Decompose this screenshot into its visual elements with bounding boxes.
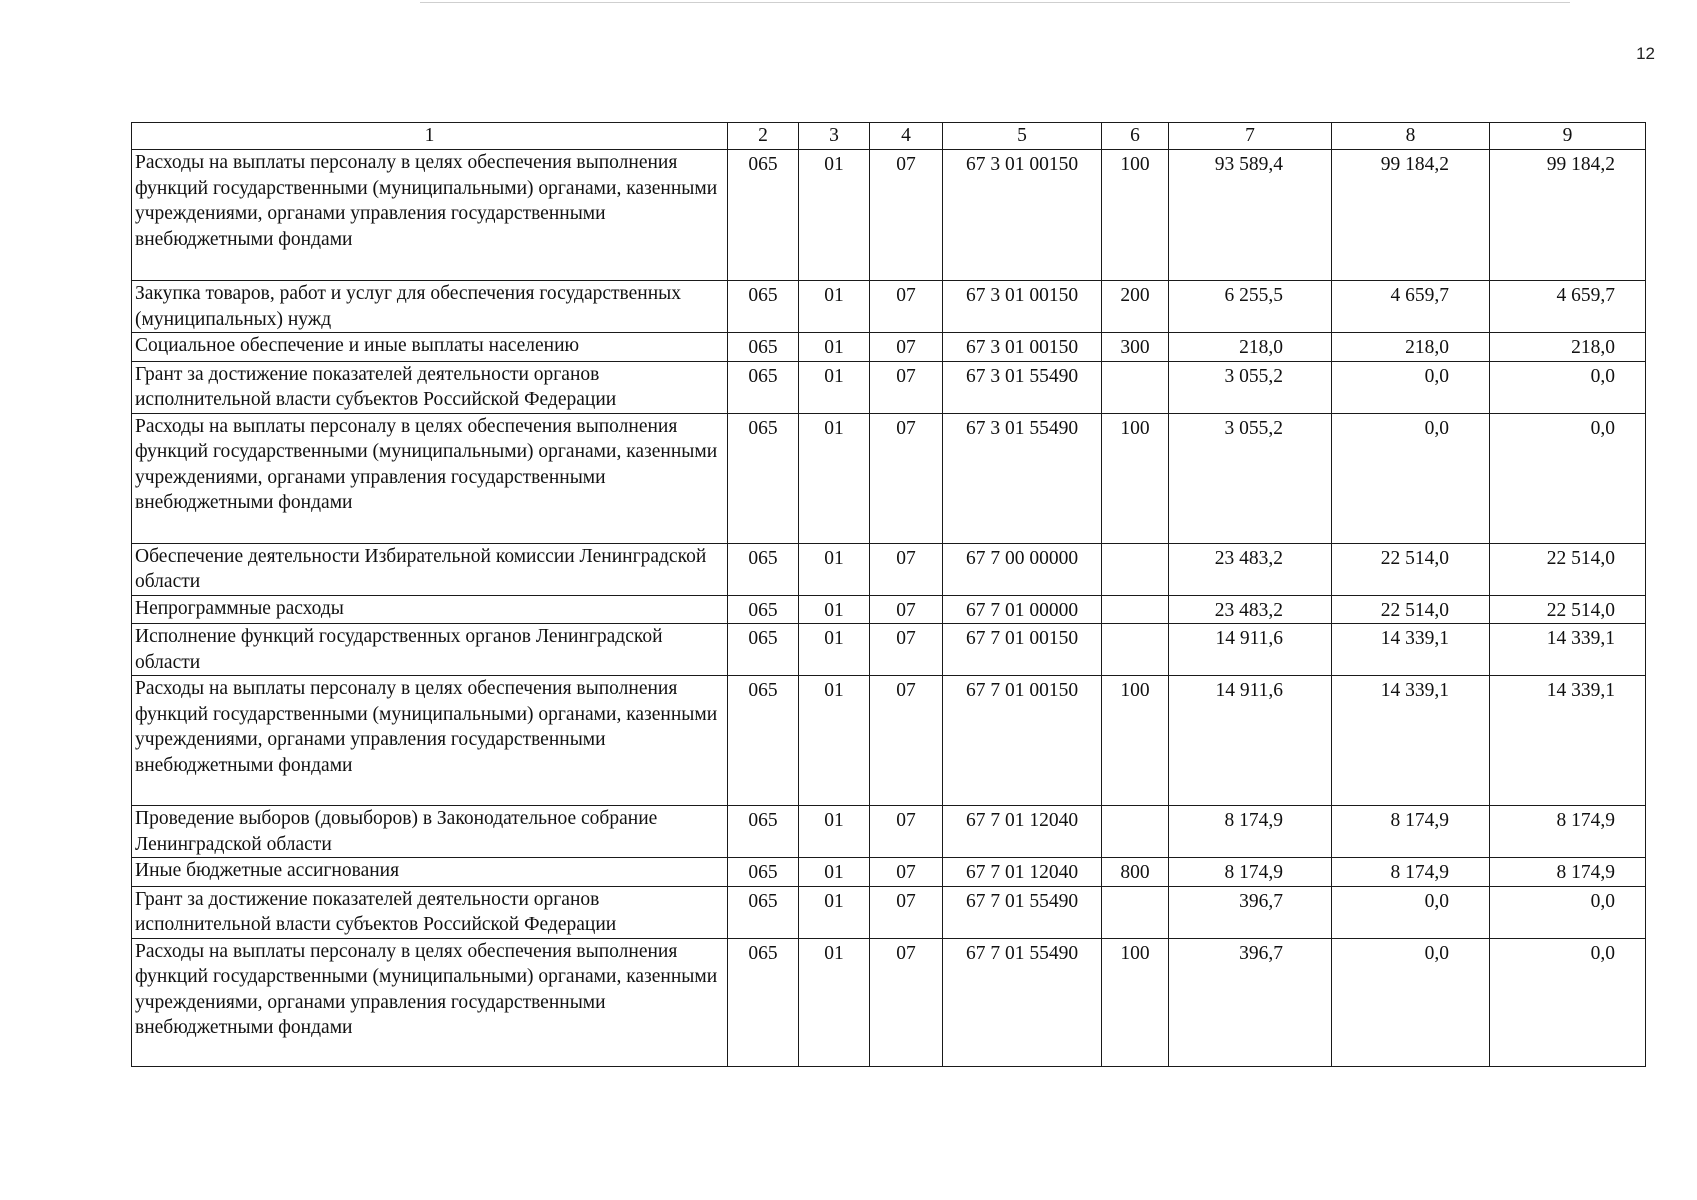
cell-expense-type <box>1102 806 1169 858</box>
cell-ministry: 065 <box>728 281 799 333</box>
cell-ministry: 065 <box>728 676 799 806</box>
table-row <box>132 413 1646 543</box>
cell-value-7: 8 174,9 <box>1169 858 1332 887</box>
cell-section: 01 <box>799 361 870 413</box>
cell-value-7: 14 911,6 <box>1169 624 1332 676</box>
cell-target-article: 67 3 01 55490 <box>943 413 1102 543</box>
cell-value-9: 0,0 <box>1490 413 1646 543</box>
cell-subsection: 07 <box>870 806 943 858</box>
cell-expense-type: 100 <box>1102 413 1169 543</box>
row-name: Расходы на выплаты персоналу в целях обеспечения выполнения функций государственными (муниципальными) органами, казенными учреждениями, органами управления государственными внебюджетными фондами <box>132 150 728 281</box>
cell-value-7: 3 055,2 <box>1169 361 1332 413</box>
cell-target-article: 67 7 01 00150 <box>943 624 1102 676</box>
cell-section: 01 <box>799 806 870 858</box>
budget-table <box>131 122 1646 1067</box>
cell-value-8: 22 514,0 <box>1332 543 1490 595</box>
cell-ministry: 065 <box>728 624 799 676</box>
table-row <box>132 858 1646 887</box>
cell-value-8: 4 659,7 <box>1332 281 1490 333</box>
cell-target-article: 67 7 01 55490 <box>943 886 1102 938</box>
header-cell: 4 <box>870 123 943 150</box>
cell-section: 01 <box>799 281 870 333</box>
header-cell: 1 <box>132 123 728 150</box>
table-row <box>132 150 1646 281</box>
cell-value-7: 93 589,4 <box>1169 150 1332 281</box>
cell-target-article: 67 3 01 55490 <box>943 361 1102 413</box>
cell-ministry: 065 <box>728 150 799 281</box>
scan-edge-line <box>420 2 1570 3</box>
cell-value-7: 23 483,2 <box>1169 595 1332 624</box>
row-name: Закупка товаров, работ и услуг для обеспечения государственных (муниципальных) нужд <box>132 281 728 333</box>
cell-value-7: 396,7 <box>1169 938 1332 1066</box>
cell-value-9: 0,0 <box>1490 938 1646 1066</box>
cell-value-9: 8 174,9 <box>1490 858 1646 887</box>
cell-expense-type: 100 <box>1102 938 1169 1066</box>
cell-subsection: 07 <box>870 595 943 624</box>
cell-value-9: 0,0 <box>1490 886 1646 938</box>
table-row <box>132 624 1646 676</box>
cell-value-8: 14 339,1 <box>1332 624 1490 676</box>
cell-expense-type: 300 <box>1102 333 1169 362</box>
cell-subsection: 07 <box>870 361 943 413</box>
table-row <box>132 361 1646 413</box>
cell-ministry: 065 <box>728 361 799 413</box>
header-cell: 3 <box>799 123 870 150</box>
cell-value-7: 396,7 <box>1169 886 1332 938</box>
cell-value-8: 0,0 <box>1332 886 1490 938</box>
row-name: Непрограммные расходы <box>132 595 728 624</box>
cell-subsection: 07 <box>870 281 943 333</box>
cell-section: 01 <box>799 543 870 595</box>
page-number: 12 <box>1636 44 1655 63</box>
cell-value-8: 14 339,1 <box>1332 676 1490 806</box>
cell-ministry: 065 <box>728 333 799 362</box>
cell-value-9: 0,0 <box>1490 361 1646 413</box>
cell-section: 01 <box>799 886 870 938</box>
cell-subsection: 07 <box>870 413 943 543</box>
row-name: Расходы на выплаты персоналу в целях обеспечения выполнения функций государственными (муниципальными) органами, казенными учреждениями, органами управления государственными внебюджетными фондами <box>132 676 728 806</box>
table-row <box>132 333 1646 362</box>
cell-target-article: 67 7 01 12040 <box>943 858 1102 887</box>
cell-ministry: 065 <box>728 858 799 887</box>
table-row <box>132 595 1646 624</box>
row-name: Иные бюджетные ассигнования <box>132 858 728 887</box>
cell-value-8: 0,0 <box>1332 938 1490 1066</box>
row-name: Социальное обеспечение и иные выплаты населению <box>132 333 728 362</box>
cell-value-9: 14 339,1 <box>1490 624 1646 676</box>
cell-value-7: 218,0 <box>1169 333 1332 362</box>
cell-target-article: 67 7 01 00150 <box>943 676 1102 806</box>
cell-value-9: 99 184,2 <box>1490 150 1646 281</box>
header-row <box>132 123 1646 150</box>
header-cell: 9 <box>1490 123 1646 150</box>
cell-expense-type: 200 <box>1102 281 1169 333</box>
row-name: Грант за достижение показателей деятельности органов исполнительной власти субъектов Российской Федерации <box>132 886 728 938</box>
row-name: Грант за достижение показателей деятельности органов исполнительной власти субъектов Российской Федерации <box>132 361 728 413</box>
cell-value-8: 8 174,9 <box>1332 858 1490 887</box>
cell-value-8: 218,0 <box>1332 333 1490 362</box>
table-row <box>132 886 1646 938</box>
row-name: Расходы на выплаты персоналу в целях обеспечения выполнения функций государственными (муниципальными) органами, казенными учреждениями, органами управления государственными внебюджетными фондами <box>132 413 728 543</box>
cell-value-8: 8 174,9 <box>1332 806 1490 858</box>
cell-value-9: 4 659,7 <box>1490 281 1646 333</box>
cell-value-9: 8 174,9 <box>1490 806 1646 858</box>
table-row <box>132 281 1646 333</box>
row-name: Обеспечение деятельности Избирательной комиссии Ленинградской области <box>132 543 728 595</box>
cell-value-9: 22 514,0 <box>1490 595 1646 624</box>
cell-target-article: 67 7 01 12040 <box>943 806 1102 858</box>
cell-section: 01 <box>799 595 870 624</box>
cell-value-9: 218,0 <box>1490 333 1646 362</box>
row-name: Проведение выборов (довыборов) в Законодательное собрание Ленинградской области <box>132 806 728 858</box>
cell-value-7: 3 055,2 <box>1169 413 1332 543</box>
cell-section: 01 <box>799 413 870 543</box>
cell-value-7: 6 255,5 <box>1169 281 1332 333</box>
header-cell: 8 <box>1332 123 1490 150</box>
cell-expense-type <box>1102 595 1169 624</box>
cell-value-8: 0,0 <box>1332 413 1490 543</box>
cell-ministry: 065 <box>728 806 799 858</box>
cell-subsection: 07 <box>870 886 943 938</box>
cell-ministry: 065 <box>728 938 799 1066</box>
cell-section: 01 <box>799 676 870 806</box>
table-row <box>132 938 1646 1066</box>
cell-value-9: 14 339,1 <box>1490 676 1646 806</box>
cell-expense-type <box>1102 361 1169 413</box>
row-name: Исполнение функций государственных органов Ленинградской области <box>132 624 728 676</box>
cell-section: 01 <box>799 150 870 281</box>
cell-subsection: 07 <box>870 333 943 362</box>
cell-ministry: 065 <box>728 886 799 938</box>
cell-target-article: 67 3 01 00150 <box>943 150 1102 281</box>
cell-ministry: 065 <box>728 595 799 624</box>
cell-value-8: 99 184,2 <box>1332 150 1490 281</box>
header-cell: 2 <box>728 123 799 150</box>
cell-value-7: 8 174,9 <box>1169 806 1332 858</box>
cell-value-7: 23 483,2 <box>1169 543 1332 595</box>
cell-ministry: 065 <box>728 543 799 595</box>
cell-value-9: 22 514,0 <box>1490 543 1646 595</box>
cell-subsection: 07 <box>870 624 943 676</box>
table-row <box>132 543 1646 595</box>
cell-ministry: 065 <box>728 413 799 543</box>
cell-subsection: 07 <box>870 938 943 1066</box>
cell-expense-type <box>1102 624 1169 676</box>
cell-expense-type: 100 <box>1102 676 1169 806</box>
cell-subsection: 07 <box>870 150 943 281</box>
cell-value-8: 0,0 <box>1332 361 1490 413</box>
cell-section: 01 <box>799 938 870 1066</box>
header-cell: 6 <box>1102 123 1169 150</box>
cell-section: 01 <box>799 624 870 676</box>
header-cell: 7 <box>1169 123 1332 150</box>
cell-expense-type <box>1102 886 1169 938</box>
header-cell: 5 <box>943 123 1102 150</box>
cell-value-7: 14 911,6 <box>1169 676 1332 806</box>
cell-target-article: 67 3 01 00150 <box>943 281 1102 333</box>
cell-target-article: 67 7 01 00000 <box>943 595 1102 624</box>
row-name: Расходы на выплаты персоналу в целях обеспечения выполнения функций государственными (муниципальными) органами, казенными учреждениями, органами управления государственными внебюджетными фондами <box>132 938 728 1066</box>
cell-expense-type: 800 <box>1102 858 1169 887</box>
table-row <box>132 806 1646 858</box>
cell-section: 01 <box>799 333 870 362</box>
cell-value-8: 22 514,0 <box>1332 595 1490 624</box>
cell-subsection: 07 <box>870 543 943 595</box>
cell-expense-type: 100 <box>1102 150 1169 281</box>
cell-target-article: 67 7 01 55490 <box>943 938 1102 1066</box>
cell-target-article: 67 7 00 00000 <box>943 543 1102 595</box>
cell-expense-type <box>1102 543 1169 595</box>
cell-section: 01 <box>799 858 870 887</box>
table-row <box>132 676 1646 806</box>
cell-target-article: 67 3 01 00150 <box>943 333 1102 362</box>
cell-subsection: 07 <box>870 676 943 806</box>
cell-subsection: 07 <box>870 858 943 887</box>
